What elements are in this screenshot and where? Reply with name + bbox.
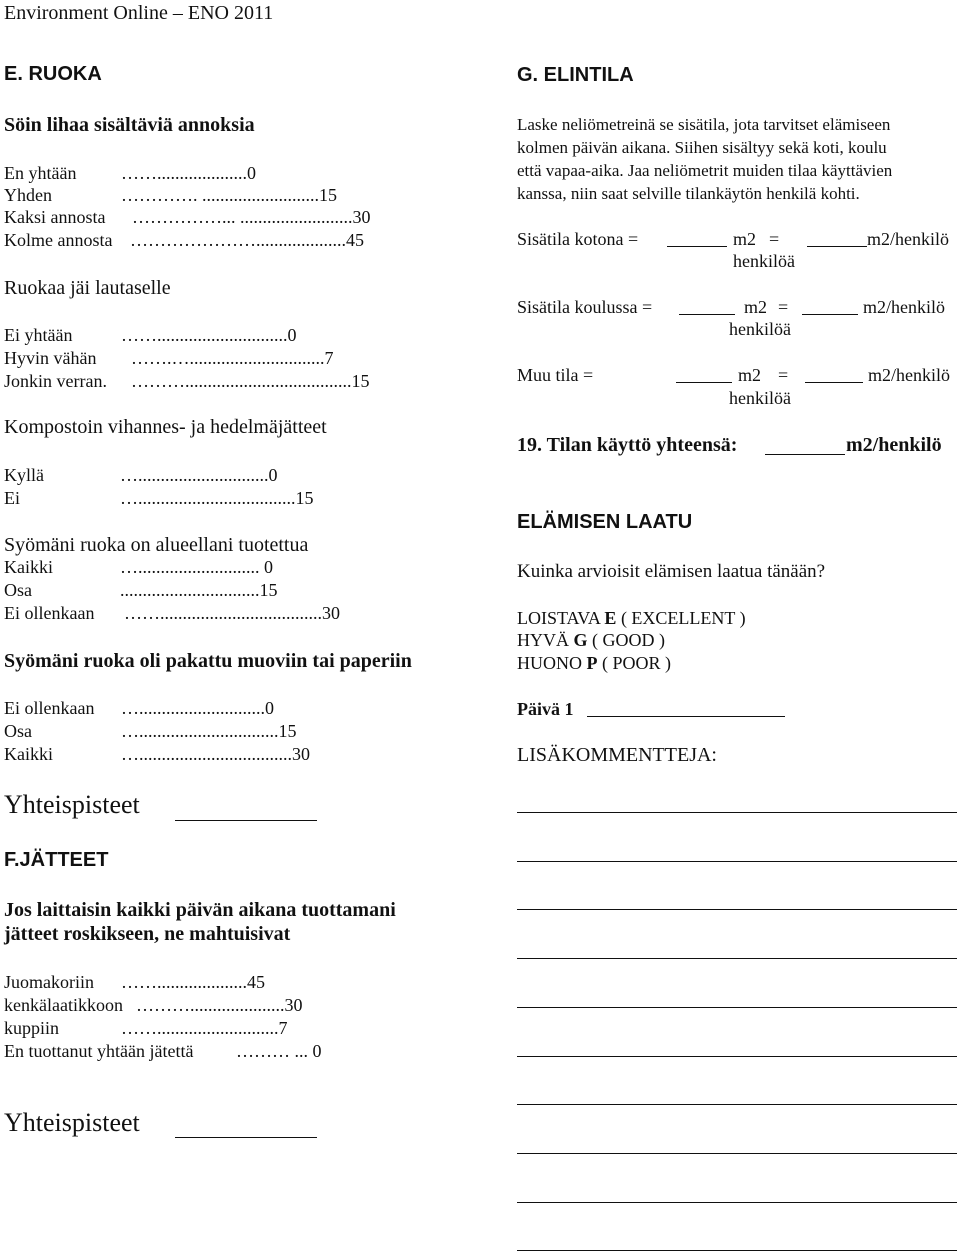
comment-line[interactable]	[517, 1007, 957, 1008]
space-school-eq: =	[778, 297, 789, 317]
section-f-title: F.JÄTTEET	[4, 849, 109, 871]
question-leftovers-title: Ruokaa jäi lautaselle	[4, 277, 171, 299]
section-g-title: G. ELINTILA	[517, 64, 634, 86]
space-home-label: Sisätila kotona =	[517, 229, 639, 249]
space-home-sub: henkilöä	[733, 251, 795, 271]
question-leftovers-options: Ei yhtään …….............................0 Hyvin vähän …….…..............................7 Jonkin verran. ……….....................................15	[4, 325, 370, 391]
space-total-field[interactable]	[765, 454, 845, 455]
comment-line[interactable]	[517, 1250, 957, 1251]
question-compost-title: Kompostoin vihannes- ja hedelmäjätteet	[4, 416, 327, 438]
comment-line[interactable]	[517, 958, 957, 959]
comment-line[interactable]	[517, 1056, 957, 1057]
section-f-total-field[interactable]	[175, 1137, 317, 1138]
day-1-field[interactable]	[587, 716, 785, 717]
section-g-intro: Laske neliömetreinä se sisätila, jota tarvitset elämiseen kolmen päivän aikana. Siihen sisältyy sekä koti, koulu että vapaa-aika. Jaa neliömetrit muiden tilaa käyttävien kanssa, niin saat selville tilankäytön henkilä kohti.	[517, 115, 893, 203]
space-school-m2-field[interactable]	[679, 314, 735, 315]
space-school-label: Sisätila koulussa =	[517, 297, 653, 317]
comment-line[interactable]	[517, 1104, 957, 1105]
comment-line[interactable]	[517, 812, 957, 813]
comments-label: LISÄKOMMENTTEJA:	[517, 744, 717, 766]
space-home-result-field[interactable]	[807, 246, 867, 247]
space-other-m2-field[interactable]	[676, 382, 732, 383]
comment-line[interactable]	[517, 1202, 957, 1203]
section-e-title: E. RUOKA	[4, 63, 102, 85]
space-other-sub: henkilöä	[729, 388, 791, 408]
page-header: Environment Online – ENO 2011	[4, 2, 274, 24]
question-meat-options: En yhtään ……....................0 Yhden …………. ..........................15 Kaksi annosta ……………... .........................30 Kolme annosta …………………....................45	[4, 163, 371, 250]
quality-title: ELÄMISEN LAATU	[517, 511, 693, 533]
question-waste-line-1: Jos laittaisin kaikki päivän aikana tuottamani	[4, 899, 396, 921]
space-total-unit: m2/henkilö	[846, 434, 942, 456]
quality-option-poor[interactable]: HUONO P ( POOR )	[517, 653, 672, 673]
space-home-m2-field[interactable]	[667, 246, 727, 247]
space-school-sub: henkilöä	[729, 319, 791, 339]
space-school-unit: m2	[744, 297, 768, 317]
question-packaging-title: Syömäni ruoka oli pakattu muoviin tai paperiin	[4, 650, 412, 672]
comment-line[interactable]	[517, 1153, 957, 1154]
question-packaging-options: Ei ollenkaan …............................0 Osa …...............................15 Kaikki …..................................30	[4, 698, 310, 764]
question-waste-options: Juomakoriin ……....................45 kenkälaatikkoon ……….....................30 kuppiin ……...........................7 En tuottanut yhtään jätettä ……… ... 0	[4, 972, 322, 1061]
space-school-result-field[interactable]	[802, 314, 858, 315]
section-e-total-label: Yhteispisteet	[4, 790, 140, 819]
quality-option-good[interactable]: HYVÄ G ( GOOD )	[517, 630, 665, 650]
question-local-food-options: Kaikki …........................... 0 Osa ...............................15 Ei ollenkaan ……....................................30	[4, 557, 340, 623]
space-other-eq: =	[778, 365, 789, 385]
space-other-result-unit: m2/henkilö	[868, 365, 950, 385]
question-compost-options: Kyllä ….............................0 Ei …...................................15	[4, 465, 314, 508]
comment-line[interactable]	[517, 909, 957, 910]
space-home-unit: m2	[733, 229, 757, 249]
space-home-result-unit: m2/henkilö	[867, 229, 949, 249]
comment-line[interactable]	[517, 861, 957, 862]
question-meat-title: Söin lihaa sisältäviä annoksia	[4, 114, 255, 136]
space-home-eq: =	[769, 229, 780, 249]
section-e-total-field[interactable]	[175, 820, 317, 821]
day-1-label: Päivä 1	[517, 699, 574, 719]
quality-option-excellent[interactable]: LOISTAVA E ( EXCELLENT )	[517, 608, 746, 628]
space-total-label: 19. Tilan käyttö yhteensä:	[517, 434, 738, 456]
space-school-result-unit: m2/henkilö	[863, 297, 945, 317]
quality-question: Kuinka arvioisit elämisen laatua tänään?	[517, 561, 826, 582]
question-local-food-title: Syömäni ruoka on alueellani tuotettua	[4, 534, 309, 556]
section-f-total-label: Yhteispisteet	[4, 1108, 140, 1137]
space-other-result-field[interactable]	[805, 382, 863, 383]
space-other-label: Muu tila =	[517, 365, 594, 385]
question-waste-line-2: jätteet roskikseen, ne mahtuisivat	[4, 923, 291, 945]
space-other-unit: m2	[738, 365, 762, 385]
